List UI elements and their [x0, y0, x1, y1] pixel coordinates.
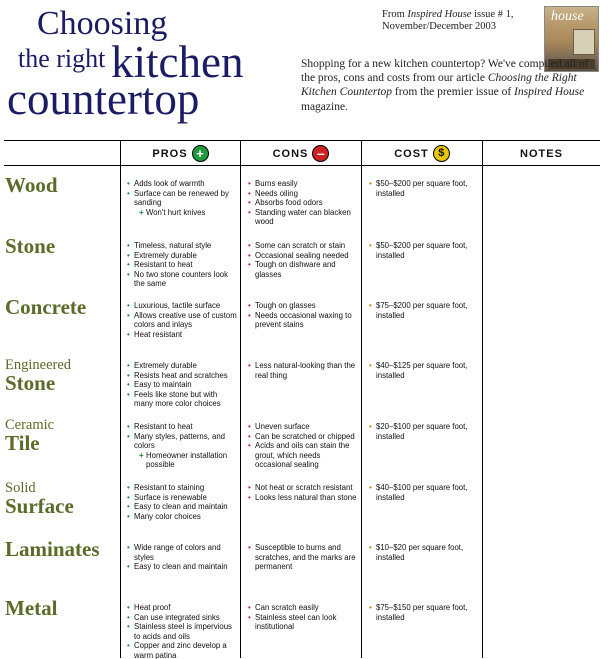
cost-cell-list — [367, 241, 479, 260]
cons-cell-list — [246, 241, 359, 279]
cost-cell-list — [367, 361, 479, 380]
cons-cell-list — [246, 361, 359, 380]
list-item: • Resists heat and scratches — [125, 371, 237, 381]
material-name — [5, 358, 71, 394]
intro-article-title: Choosing the Right Kitchen Countertop — [301, 72, 577, 99]
list-item: • $20–$100 per square foot, installed — [367, 422, 479, 441]
cost-cell — [367, 603, 479, 622]
list-item: • Less natural-looking than the real thing — [246, 361, 359, 380]
list-item: • Susceptible to burns and scratches, and the marks are permanent — [246, 543, 359, 572]
column-divider — [240, 140, 241, 658]
cons-cell — [246, 301, 359, 330]
pros-cell — [125, 241, 237, 289]
material-name — [5, 175, 58, 196]
column-header-cost — [362, 145, 482, 162]
list-item: • Uneven surface — [246, 422, 359, 432]
pros-cell-list — [125, 241, 237, 289]
material-name-line-1: Ceramic — [5, 417, 55, 433]
intro-text-1: Shopping for a new kitchen countertop? We've compiled all of the pros, cons and costs from our article — [301, 58, 589, 85]
intro-paragraph — [301, 57, 601, 114]
magazine-cover-word: house — [551, 9, 584, 24]
cons-cell — [246, 361, 359, 380]
pros-cell — [125, 301, 237, 339]
list-item: • Resistant to heat — [125, 260, 237, 270]
cost-cell-list — [367, 301, 479, 320]
list-item: • No two stone counters look the same — [125, 270, 237, 289]
column-divider — [120, 140, 121, 658]
list-item: • Luxurious, tactile surface — [125, 301, 237, 311]
pros-cell-list — [125, 543, 237, 572]
material-name-main: Concrete — [5, 295, 87, 319]
list-item: + Won't hurt knives — [125, 208, 237, 218]
title-line-1: Choosing — [37, 5, 168, 42]
list-item: • $40–$125 per square foot, installed — [367, 361, 479, 380]
list-item: • Easy to clean and maintain — [125, 502, 237, 512]
cons-cell-list — [246, 603, 359, 632]
list-item: • Adds look of warmth — [125, 179, 237, 189]
cons-cell — [246, 422, 359, 470]
list-item: • Occasional sealing needed — [246, 251, 359, 261]
minus-icon: – — [312, 145, 329, 162]
cost-cell-list — [367, 483, 479, 502]
list-item: • Some can scratch or stain — [246, 241, 359, 251]
pros-cell-list — [125, 422, 237, 470]
list-item: • Standing water can blacken wood — [246, 208, 359, 227]
material-name — [5, 539, 100, 560]
table-header-rule — [4, 165, 600, 166]
pros-cell-list — [125, 179, 237, 217]
list-item: • Absorbs food odors — [246, 198, 359, 208]
intro-text-2: from the premier issue of — [392, 86, 515, 99]
material-name-main: Surface — [5, 493, 74, 518]
list-item: • Burns easily — [246, 179, 359, 189]
cons-cell — [246, 483, 359, 502]
material-name-line-1: Solid — [5, 480, 36, 496]
cost-cell-list — [367, 543, 479, 562]
title-line-4: countertop — [7, 74, 200, 124]
list-item: • Not heat or scratch resistant — [246, 483, 359, 493]
list-item: • Copper and zinc develop a warm patina — [125, 641, 237, 659]
list-item: • $75–$200 per square foot, installed — [367, 301, 479, 320]
material-name-main: Wood — [5, 173, 58, 197]
cost-cell — [367, 241, 479, 260]
cost-cell — [367, 301, 479, 320]
list-item: • Tough on glasses — [246, 301, 359, 311]
list-item: • Surface is renewable — [125, 493, 237, 503]
list-item: • Can use integrated sinks — [125, 613, 237, 623]
list-item: • Resistant to staining — [125, 483, 237, 493]
material-name — [5, 418, 54, 454]
material-name-main: Laminates — [5, 537, 100, 561]
list-item: • $10–$20 per square foot, installed — [367, 543, 479, 562]
cons-cell-list — [246, 179, 359, 227]
list-item: • $50–$200 per square foot, installed — [367, 179, 479, 198]
material-name-main: Tile — [5, 430, 40, 455]
cost-cell — [367, 179, 479, 198]
pros-cell-list — [125, 361, 237, 409]
pros-cell-list — [125, 603, 237, 659]
cons-cell-list — [246, 483, 359, 502]
material-name — [5, 481, 74, 517]
cost-cell — [367, 422, 479, 441]
list-item: • Resistant to heat — [125, 422, 237, 432]
issue-magazine: Inspired House — [407, 9, 472, 20]
title-line-2: the right — [18, 44, 106, 73]
list-item: • Surface can be renewed by sanding — [125, 189, 237, 208]
issue-date: November/December 2003 — [382, 21, 496, 32]
cost-cell-list — [367, 179, 479, 198]
pros-cell-list — [125, 301, 237, 339]
list-item: • Heat resistant — [125, 330, 237, 340]
list-item: • Timeless, natural style — [125, 241, 237, 251]
cons-cell — [246, 543, 359, 572]
cons-cell-list — [246, 422, 359, 470]
pros-cell — [125, 543, 237, 572]
cost-cell-list — [367, 422, 479, 441]
list-item: • Many styles, patterns, and colors — [125, 432, 237, 451]
list-item: • Stainless steel is impervious to acids and oils — [125, 622, 237, 641]
pros-label: PROS — [152, 147, 188, 160]
cost-cell-list — [367, 603, 479, 622]
list-item: • Many color choices — [125, 512, 237, 522]
cons-cell — [246, 603, 359, 632]
list-item: • Tough on dishware and glasses — [246, 260, 359, 279]
intro-magazine-name: Inspired House — [514, 86, 585, 99]
cons-cell-list — [246, 301, 359, 330]
column-header-cons — [241, 145, 361, 162]
column-header-notes — [483, 145, 600, 162]
column-header-pros — [121, 145, 240, 162]
list-item: • $50–$200 per square foot, installed — [367, 241, 479, 260]
list-item: • Stainless steel can look institutional — [246, 613, 359, 632]
material-name — [5, 598, 57, 619]
dollar-icon: $ — [433, 145, 450, 162]
pros-cell — [125, 483, 237, 521]
material-name — [5, 297, 86, 318]
intro-text-3: magazine. — [301, 100, 348, 113]
list-item: • Extremely durable — [125, 361, 237, 371]
magazine-cover-window — [573, 29, 595, 55]
list-item: • $40–$100 per square foot, installed — [367, 483, 479, 502]
list-item: • Needs oiling — [246, 189, 359, 199]
cons-cell-list — [246, 543, 359, 572]
cost-label: COST — [394, 147, 429, 160]
list-item: • Easy to clean and maintain — [125, 562, 237, 572]
title-line-3: kitchen — [111, 37, 244, 87]
material-name-main: Stone — [5, 370, 56, 395]
pros-cell — [125, 422, 237, 470]
cons-cell — [246, 179, 359, 227]
pros-cell-list — [125, 483, 237, 521]
pros-cell — [125, 603, 237, 659]
list-item: • Feels like stone but with many more color choices — [125, 390, 237, 409]
issue-suffix: issue # 1, — [471, 9, 514, 20]
list-item: • Can scratch easily — [246, 603, 359, 613]
cons-label: CONS — [272, 147, 309, 160]
list-item: + Homeowner installation possible — [125, 451, 237, 470]
list-item: • Can be scratched or chipped — [246, 432, 359, 442]
cost-cell — [367, 483, 479, 502]
material-name-main: Stone — [5, 234, 56, 258]
cons-cell — [246, 241, 359, 279]
list-item: • Looks less natural than stone — [246, 493, 359, 503]
list-item: • Acids and oils can stain the grout, which needs occasional sealing — [246, 441, 359, 470]
cost-cell — [367, 361, 479, 380]
notes-label: NOTES — [520, 147, 563, 160]
list-item: • Wide range of colors and styles — [125, 543, 237, 562]
issue-prefix: From — [382, 9, 408, 20]
table-top-rule — [4, 140, 600, 141]
issue-info — [382, 9, 513, 33]
cost-cell — [367, 543, 479, 562]
list-item: • $75–$150 per square foot, installed — [367, 603, 479, 622]
list-item: • Allows creative use of custom colors and inlays — [125, 311, 237, 330]
list-item: • Heat proof — [125, 603, 237, 613]
list-item: • Easy to maintain — [125, 380, 237, 390]
plus-icon: + — [192, 145, 209, 162]
column-divider — [361, 140, 362, 658]
pros-cell — [125, 361, 237, 409]
material-name — [5, 236, 55, 257]
column-divider — [482, 140, 483, 658]
material-name-line-1: Engineered — [5, 357, 72, 373]
pros-cell — [125, 179, 237, 217]
list-item: • Needs occasional waxing to prevent stains — [246, 311, 359, 330]
list-item: • Extremely durable — [125, 251, 237, 261]
material-name-main: Metal — [5, 596, 58, 620]
